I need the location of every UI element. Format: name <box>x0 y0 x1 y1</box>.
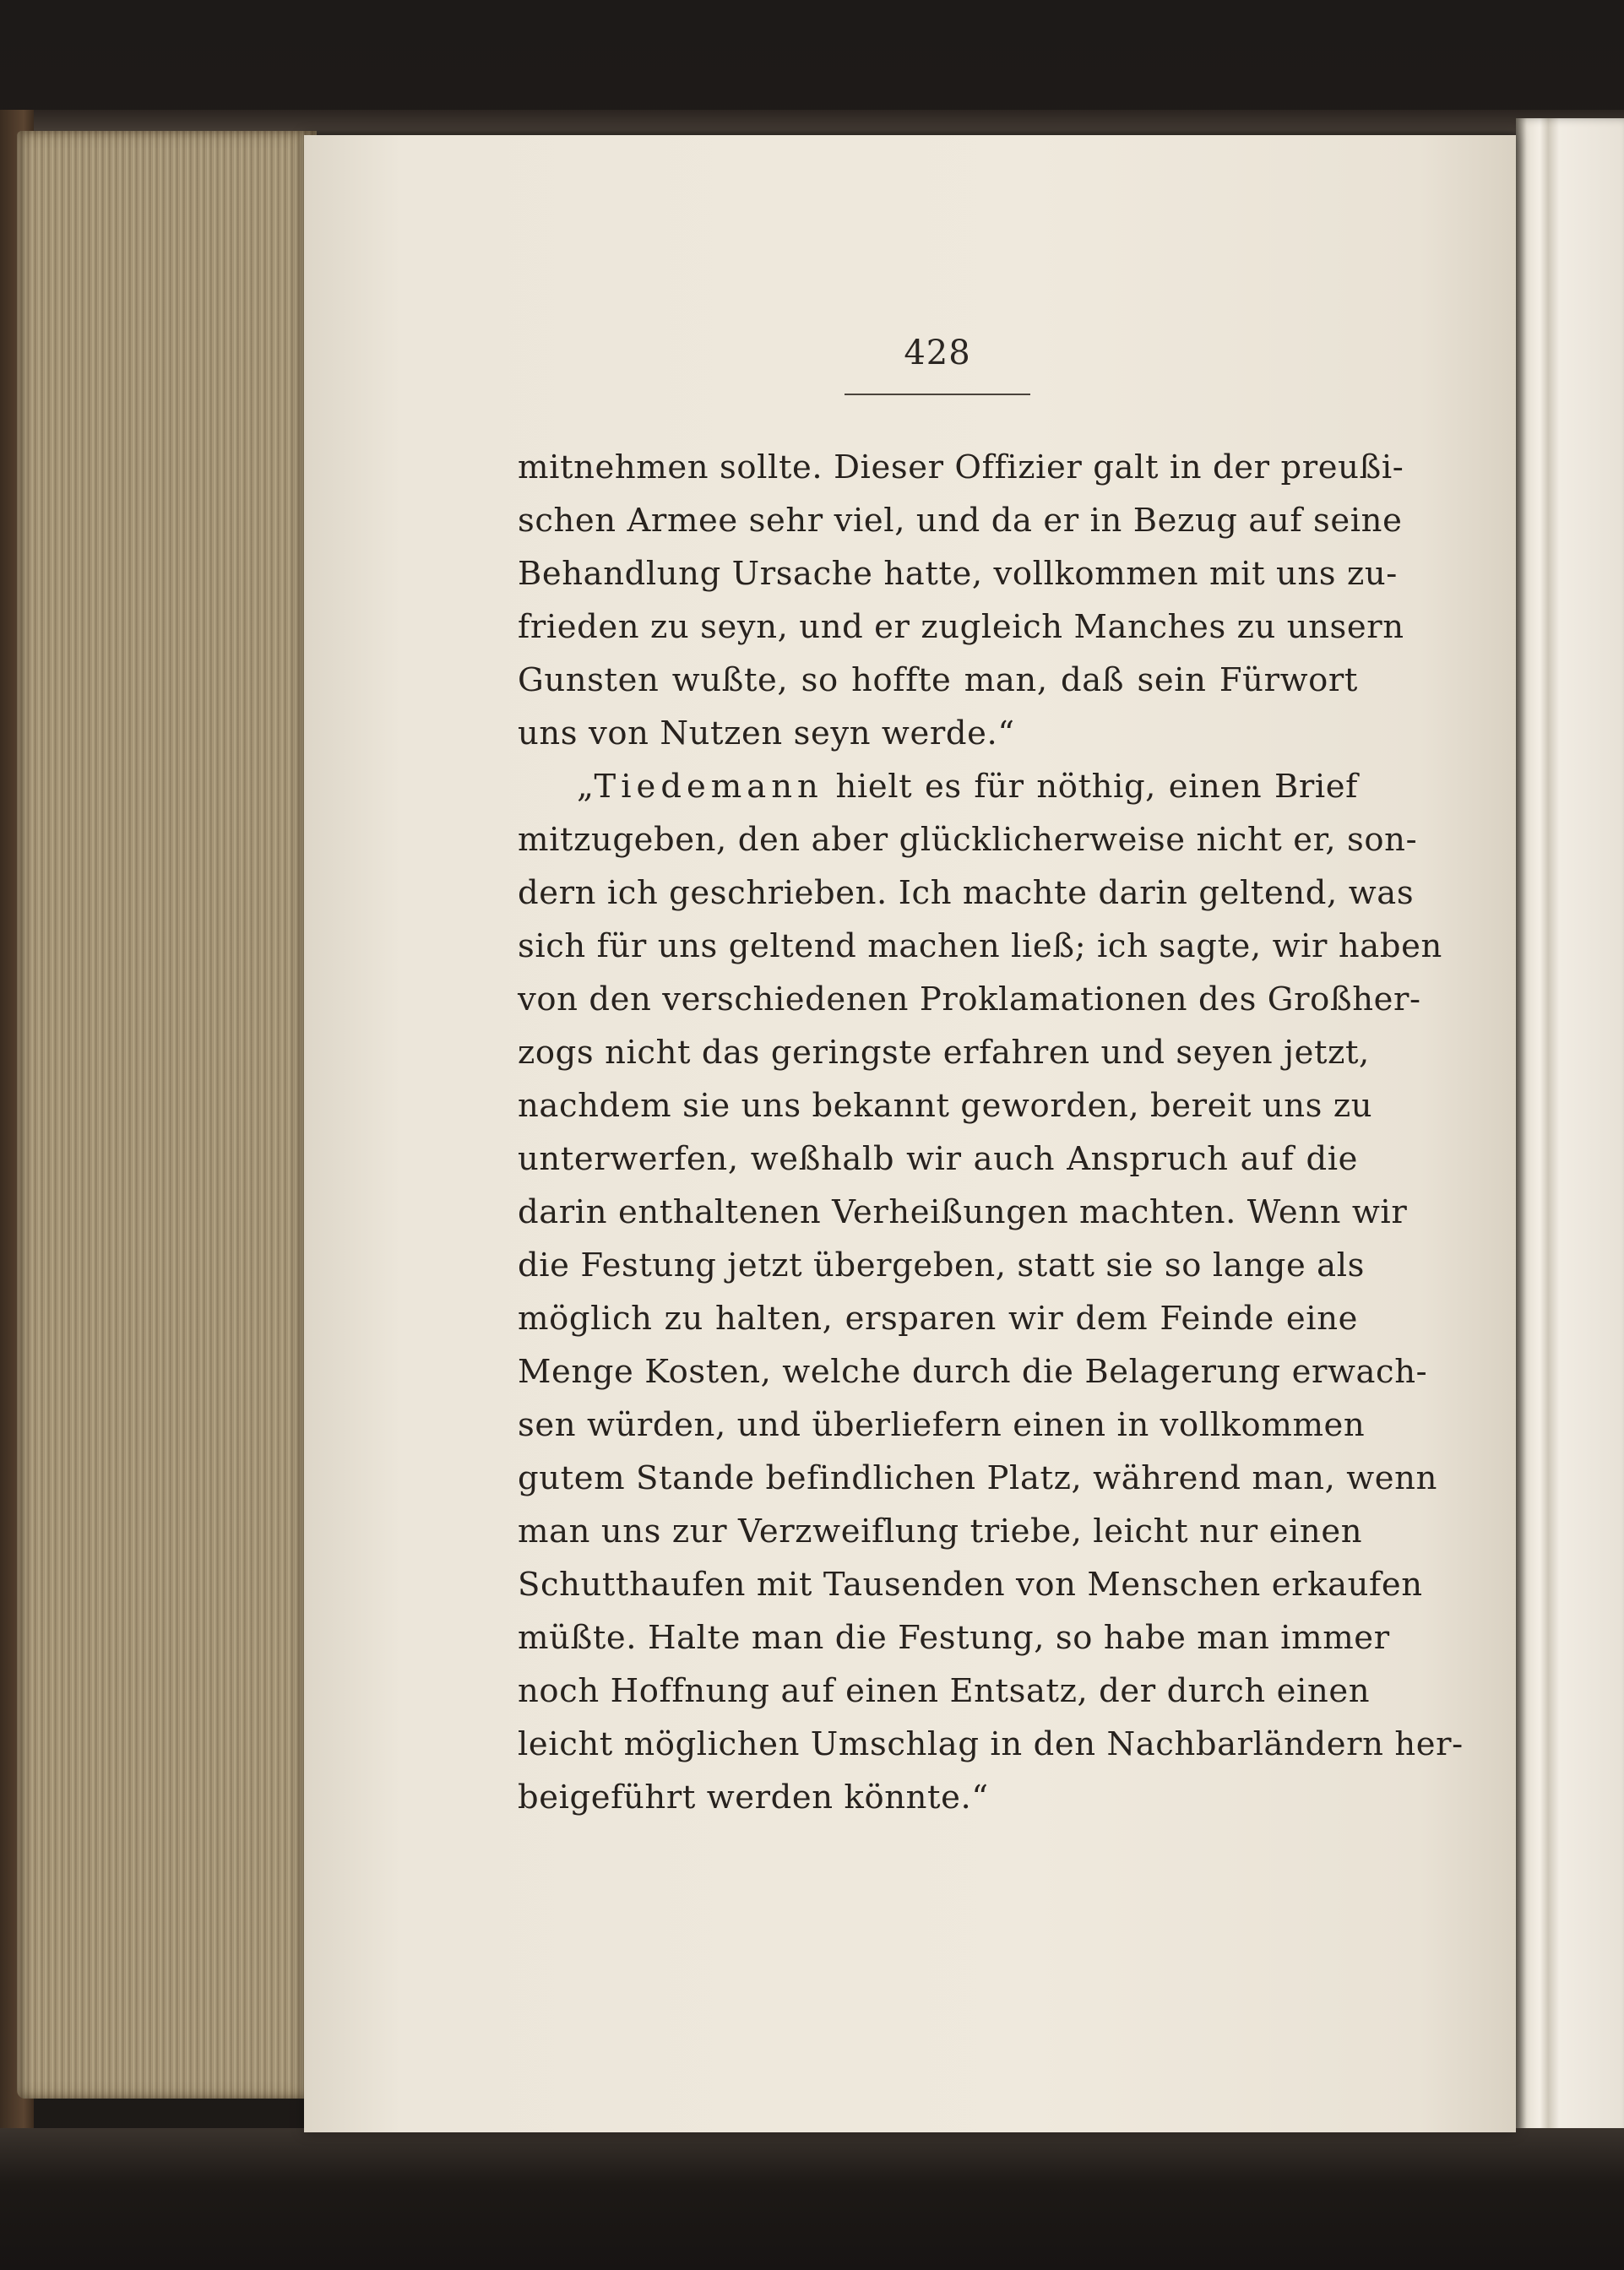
text-line: möglich zu halten, ersparen wir dem Feinde eine <box>518 1300 1358 1338</box>
spaced-name: Tiedemann <box>594 768 823 806</box>
text-line: dern ich geschrieben. Ich machte darin geltend, was <box>518 874 1415 912</box>
page-number: 428 <box>904 334 971 372</box>
text-line-prefix: „ <box>577 768 595 806</box>
text-line: Gunsten wußte, so hoffte man, daß sein Fürwort <box>518 661 1358 699</box>
text-line <box>518 760 1358 813</box>
text-line: mitzugeben, den aber glücklicherweise nicht er, son- <box>518 821 1418 859</box>
text-line: Behandlung Ursache hatte, vollkommen mit uns zu- <box>518 555 1398 593</box>
text-line: beigeführt werden könnte.“ <box>518 1779 989 1817</box>
text-line: sich für uns geltend machen ließ; ich sagte, wir haben <box>518 927 1442 965</box>
text-line: frieden zu seyn, und er zugleich Manches zu unsern <box>518 608 1404 646</box>
text-line: nachdem sie uns bekannt geworden, bereit uns zu <box>518 1087 1373 1125</box>
text-line: unterwerfen, weßhalb wir auch Anspruch auf die <box>518 1140 1358 1178</box>
text-line: die Festung jetzt übergeben, statt sie so lange als <box>518 1246 1366 1284</box>
text-line: von den verschiedenen Proklamationen des Großher- <box>518 980 1421 1018</box>
text-line: zogs nicht das geringste erfahren und seyen jetzt, <box>518 1034 1370 1072</box>
text-line: uns von Nutzen seyn werde.“ <box>518 714 1015 752</box>
text-line: man uns zur Verzweiflung triebe, leicht nur einen <box>518 1512 1363 1550</box>
text-line: leicht möglichen Umschlag in den Nachbarländern her- <box>518 1725 1464 1763</box>
text-line: gutem Stande befindlichen Platz, während man, wenn <box>518 1459 1437 1497</box>
text-line: sen würden, und überliefern einen in vollkommen <box>518 1406 1366 1444</box>
text-line: schen Armee sehr viel, und da er in Bezug auf seine <box>518 502 1403 540</box>
text-line: Menge Kosten, welche durch die Belagerung erwach- <box>518 1353 1428 1391</box>
header-rule <box>845 394 1030 395</box>
text-line: müßte. Halte man die Festung, so habe man immer <box>518 1619 1390 1657</box>
page-edges-left <box>17 131 317 2099</box>
page-edges-right <box>1516 118 1624 2145</box>
text-line: darin enthaltenen Verheißungen machten. Wenn wir <box>518 1193 1408 1231</box>
text-line: noch Hoffnung auf einen Entsatz, der durch einen <box>518 1672 1371 1710</box>
text-line: Schutthaufen mit Tausenden von Menschen erkaufen <box>518 1566 1423 1604</box>
text-line-suffix: hielt es für nöthig, einen Brief <box>823 768 1358 806</box>
text-line: mitnehmen sollte. Dieser Offizier galt in der preußi- <box>518 448 1404 486</box>
background-shadow-bottom <box>0 2128 1624 2270</box>
body-text <box>518 441 1464 1824</box>
